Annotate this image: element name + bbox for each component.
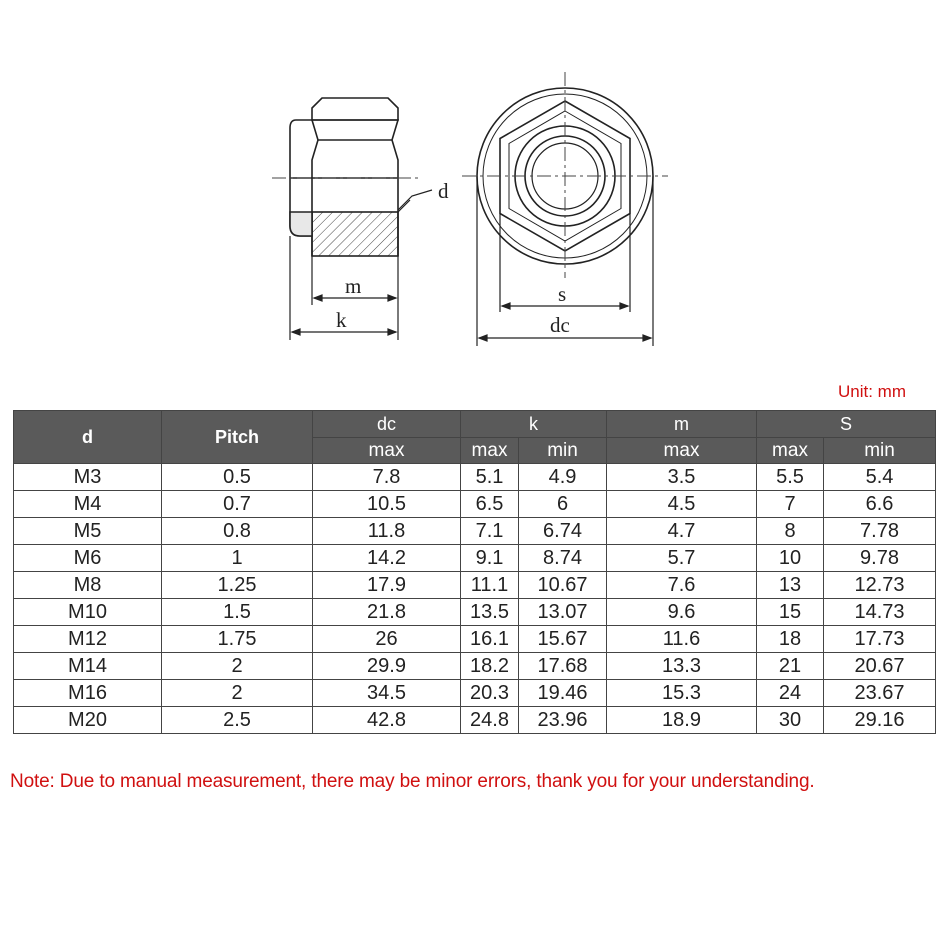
cell-s-max: 21 — [757, 653, 824, 680]
cell-k-max: 6.5 — [461, 491, 519, 518]
cell-m-max: 7.6 — [607, 572, 757, 599]
table-row — [14, 464, 936, 491]
cell-s-max: 30 — [757, 707, 824, 734]
cell-d: M10 — [14, 599, 162, 626]
cell-k-min: 13.07 — [519, 599, 607, 626]
cell-s-min: 6.6 — [824, 491, 936, 518]
header-s-min: min — [824, 438, 936, 464]
cell-s-max: 18 — [757, 626, 824, 653]
cell-dc-max: 21.8 — [313, 599, 461, 626]
front-centerlines — [462, 72, 668, 278]
cell-m-max: 15.3 — [607, 680, 757, 707]
table-row — [14, 491, 936, 518]
cell-pitch: 0.8 — [162, 518, 313, 545]
cell-d: M5 — [14, 518, 162, 545]
cell-m-max: 13.3 — [607, 653, 757, 680]
header-dc: dc — [313, 411, 461, 438]
cell-dc-max: 29.9 — [313, 653, 461, 680]
cell-dc-max: 42.8 — [313, 707, 461, 734]
table-row — [14, 518, 936, 545]
cell-k-min: 17.68 — [519, 653, 607, 680]
cell-d: M16 — [14, 680, 162, 707]
cell-pitch: 2 — [162, 653, 313, 680]
cell-dc-max: 7.8 — [313, 464, 461, 491]
table-row — [14, 572, 936, 599]
cell-m-max: 11.6 — [607, 626, 757, 653]
cell-k-max: 18.2 — [461, 653, 519, 680]
cell-s-max: 10 — [757, 545, 824, 572]
cell-pitch: 0.5 — [162, 464, 313, 491]
cell-pitch: 2 — [162, 680, 313, 707]
cell-dc-max: 10.5 — [313, 491, 461, 518]
cell-pitch: 1 — [162, 545, 313, 572]
side-view — [290, 98, 432, 256]
cell-s-min: 5.4 — [824, 464, 936, 491]
header-m-max: max — [607, 438, 757, 464]
cell-s-min: 17.73 — [824, 626, 936, 653]
cell-d: M6 — [14, 545, 162, 572]
cell-s-min: 23.67 — [824, 680, 936, 707]
cell-k-max: 9.1 — [461, 545, 519, 572]
header-dc-max: max — [313, 438, 461, 464]
cell-s-max: 15 — [757, 599, 824, 626]
cell-k-min: 19.46 — [519, 680, 607, 707]
cell-k-min: 6 — [519, 491, 607, 518]
table-row — [14, 653, 936, 680]
table-row — [14, 680, 936, 707]
cell-pitch: 2.5 — [162, 707, 313, 734]
cell-k-min: 8.74 — [519, 545, 607, 572]
cell-k-min: 4.9 — [519, 464, 607, 491]
cell-d: M4 — [14, 491, 162, 518]
cell-s-max: 13 — [757, 572, 824, 599]
cell-d: M3 — [14, 464, 162, 491]
label-d: d — [438, 179, 449, 203]
cell-k-max: 13.5 — [461, 599, 519, 626]
cell-m-max: 18.9 — [607, 707, 757, 734]
measurement-note: Note: Due to manual measurement, there may be minor errors, thank you for your understanding. — [10, 771, 815, 792]
cell-pitch: 1.5 — [162, 599, 313, 626]
cell-k-max: 7.1 — [461, 518, 519, 545]
table-row — [14, 599, 936, 626]
cell-dc-max: 34.5 — [313, 680, 461, 707]
label-s: s — [558, 282, 567, 306]
header-k-max: max — [461, 438, 519, 464]
label-k: k — [336, 308, 347, 332]
header-pitch: Pitch — [162, 411, 313, 464]
cell-dc-max: 14.2 — [313, 545, 461, 572]
cell-d: M8 — [14, 572, 162, 599]
cell-dc-max: 26 — [313, 626, 461, 653]
header-d: d — [14, 411, 162, 464]
label-m: m — [345, 274, 362, 298]
cell-m-max: 4.5 — [607, 491, 757, 518]
cell-k-max: 5.1 — [461, 464, 519, 491]
spec-table-body — [14, 464, 936, 734]
cell-s-max: 5.5 — [757, 464, 824, 491]
cell-s-min: 7.78 — [824, 518, 936, 545]
table-row — [14, 626, 936, 653]
cell-dc-max: 17.9 — [313, 572, 461, 599]
cell-k-min: 6.74 — [519, 518, 607, 545]
cell-k-max: 11.1 — [461, 572, 519, 599]
cell-k-min: 15.67 — [519, 626, 607, 653]
flange-nut-technical-drawing — [0, 0, 945, 370]
header-k-min: min — [519, 438, 607, 464]
cell-s-max: 8 — [757, 518, 824, 545]
table-row — [14, 707, 936, 734]
label-dc: dc — [550, 313, 570, 337]
cell-m-max: 3.5 — [607, 464, 757, 491]
cell-pitch: 1.75 — [162, 626, 313, 653]
cell-m-max: 9.6 — [607, 599, 757, 626]
spec-table — [13, 410, 936, 734]
cell-d: M12 — [14, 626, 162, 653]
cell-s-max: 7 — [757, 491, 824, 518]
cell-pitch: 0.7 — [162, 491, 313, 518]
cell-dc-max: 11.8 — [313, 518, 461, 545]
unit-label: Unit: mm — [838, 382, 906, 401]
cell-pitch: 1.25 — [162, 572, 313, 599]
cell-m-max: 5.7 — [607, 545, 757, 572]
cell-m-max: 4.7 — [607, 518, 757, 545]
cell-k-max: 20.3 — [461, 680, 519, 707]
cell-s-min: 12.73 — [824, 572, 936, 599]
cell-k-max: 16.1 — [461, 626, 519, 653]
cell-s-min: 29.16 — [824, 707, 936, 734]
cell-k-min: 10.67 — [519, 572, 607, 599]
header-row-1 — [14, 411, 936, 438]
cell-k-max: 24.8 — [461, 707, 519, 734]
cell-s-min: 20.67 — [824, 653, 936, 680]
cell-d: M20 — [14, 707, 162, 734]
cell-d: M14 — [14, 653, 162, 680]
header-m: m — [607, 411, 757, 438]
header-s-max: max — [757, 438, 824, 464]
cell-s-max: 24 — [757, 680, 824, 707]
table-row — [14, 545, 936, 572]
header-k: k — [461, 411, 607, 438]
cell-k-min: 23.96 — [519, 707, 607, 734]
cell-s-min: 14.73 — [824, 599, 936, 626]
cell-s-min: 9.78 — [824, 545, 936, 572]
header-s: S — [757, 411, 936, 438]
